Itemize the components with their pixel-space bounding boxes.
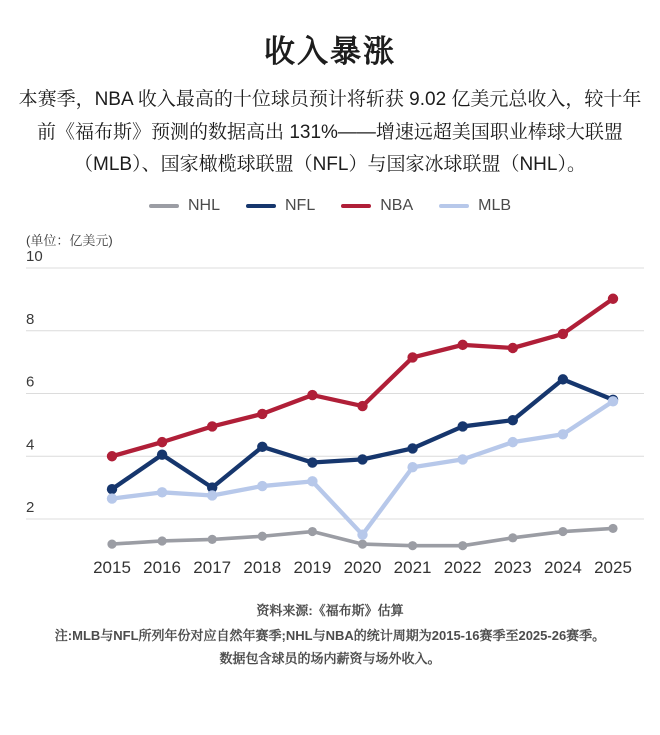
legend-item-nfl (246, 197, 315, 215)
legend-label-nhl: NHL (187, 197, 220, 215)
page (0, 26, 660, 671)
legend-label-nfl: NFL (284, 197, 316, 215)
mlb-point-2016 (157, 487, 167, 497)
nba-point-2021 (407, 352, 417, 362)
mlb-point-2022 (458, 454, 468, 464)
chart-source: 资料来源:《福布斯》估算 (256, 603, 404, 619)
x-tick-label-2015: 2015 (93, 558, 131, 578)
nba-line (112, 299, 613, 457)
nba-point-2022 (458, 340, 468, 350)
chart-footer (0, 600, 660, 671)
nfl-point-2024 (558, 374, 568, 384)
legend-swatch-nhl (149, 204, 179, 208)
y-tick-label-2: 2 (26, 499, 35, 517)
nba-point-2023 (508, 343, 518, 353)
nhl-point-2020 (358, 540, 367, 549)
x-tick-label-2018: 2018 (243, 558, 282, 578)
mlb-point-2017 (207, 490, 217, 500)
x-axis-labels (93, 558, 632, 577)
nba-point-2015 (107, 451, 117, 461)
legend-label-nba: NBA (380, 197, 414, 215)
mlb-point-2018 (257, 481, 267, 491)
x-tick-label-2025: 2025 (594, 558, 632, 578)
nba-point-2018 (257, 409, 267, 419)
nba-point-2024 (558, 329, 568, 339)
y-tick-label-10: 10 (26, 251, 43, 266)
nfl-point-2021 (407, 443, 417, 453)
nfl-point-2020 (357, 454, 367, 464)
legend-swatch-nfl (246, 204, 276, 208)
revenue-line-chart (0, 251, 660, 586)
nhl-point-2025 (608, 524, 617, 533)
nfl-point-2018 (257, 442, 267, 452)
y-tick-label-4: 4 (26, 436, 35, 454)
mlb-point-2021 (407, 462, 417, 472)
mlb-line (112, 401, 613, 534)
y-tick-label-6: 6 (26, 373, 35, 391)
mlb-point-2025 (608, 396, 618, 406)
x-tick-label-2022: 2022 (443, 558, 482, 578)
nhl-point-2019 (308, 527, 317, 536)
mlb-point-2024 (558, 429, 568, 439)
intro-paragraph: 本赛季，NBA 收入最高的十位球员预计将斩获 9.02 亿美元总收入，较十年前《福布斯》预测的数据高出 131%——增速远超美国职业棒球大联盟（MLB）、国家橄榄球联盟（NFL）与国家冰球联盟（NHL）。 (18, 89, 642, 176)
nfl-point-2022 (458, 421, 468, 431)
chart-legend (0, 197, 660, 215)
mlb-point-2023 (508, 437, 518, 447)
x-tick-label-2016: 2016 (143, 558, 182, 578)
x-tick-label-2024: 2024 (543, 558, 582, 578)
x-tick-label-2023: 2023 (493, 558, 532, 578)
nhl-point-2016 (158, 536, 167, 545)
y-tick-label-8: 8 (26, 310, 35, 328)
legend-item-mlb (439, 197, 511, 215)
nfl-point-2019 (307, 457, 317, 467)
mlb-point-2020 (357, 530, 367, 540)
nfl-point-2023 (508, 415, 518, 425)
chart-note-1: 注:MLB与NFL所列年份对应自然年赛季;NHL与NBA的统计周期为2015-16赛季至2025-26赛季。 (54, 628, 606, 644)
nhl-point-2021 (408, 541, 417, 550)
chart-note-2: 数据包含球员的场内薪资与场外收入。 (219, 650, 441, 666)
main-title: 收入暴涨 (264, 34, 396, 69)
x-tick-label-2017: 2017 (193, 558, 232, 578)
nba-point-2019 (307, 390, 317, 400)
nhl-point-2015 (107, 540, 116, 549)
y-gridlines (26, 251, 644, 519)
legend-swatch-nba (341, 204, 371, 208)
nfl-point-2016 (157, 449, 167, 459)
mlb-point-2019 (307, 476, 317, 486)
legend-label-mlb: MLB (478, 197, 512, 215)
mlb-point-2015 (107, 493, 117, 503)
nba-point-2017 (207, 421, 217, 431)
nba-point-2016 (157, 437, 167, 447)
nfl-point-2015 (107, 484, 117, 494)
nba-point-2020 (357, 401, 367, 411)
nhl-point-2023 (508, 533, 517, 542)
nhl-point-2022 (458, 541, 467, 550)
legend-item-nhl (149, 197, 220, 215)
nba-point-2025 (608, 294, 618, 304)
legend-swatch-mlb (439, 204, 469, 208)
x-tick-label-2021: 2021 (393, 558, 432, 578)
nhl-point-2017 (208, 535, 217, 544)
x-tick-label-2020: 2020 (343, 558, 382, 578)
nhl-point-2024 (558, 527, 567, 536)
nhl-point-2018 (258, 532, 267, 541)
unit-label: (单位：亿美元) (26, 233, 113, 249)
x-tick-label-2019: 2019 (293, 558, 332, 578)
legend-item-nba (341, 197, 413, 215)
